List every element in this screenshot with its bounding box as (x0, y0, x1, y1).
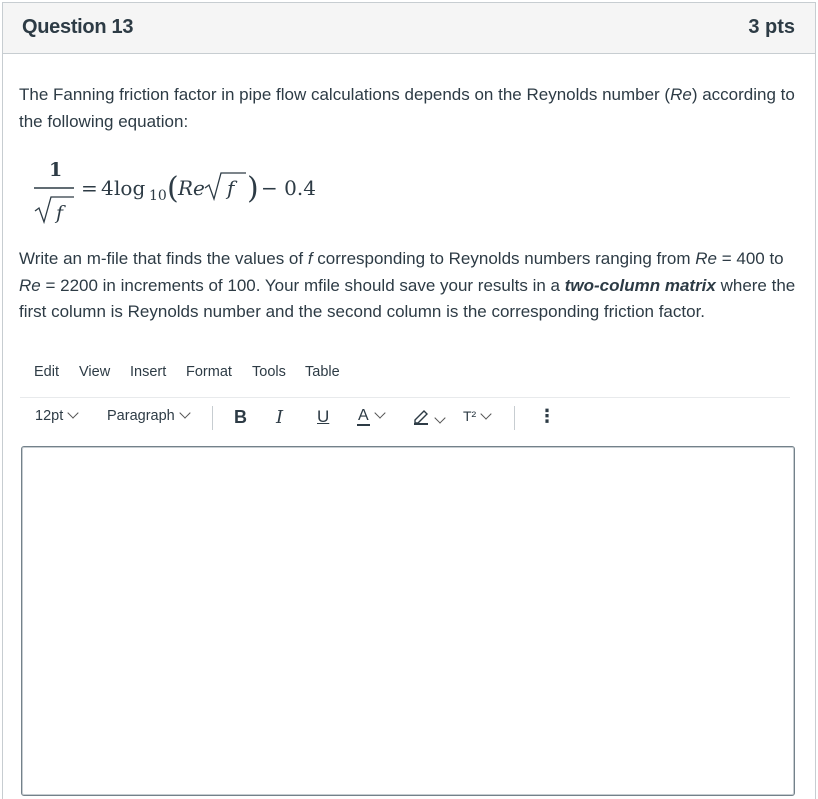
more-options-icon[interactable]: ⋮ (538, 406, 556, 426)
highlight-color-button[interactable] (412, 407, 444, 429)
question-intro: The Fanning friction factor in pipe flow calculations depends on the Reynolds number (Re) according to the following equation: (19, 85, 795, 131)
eq-coefficient: 4 (101, 176, 114, 200)
highlighter-icon (412, 407, 430, 425)
text-color-button[interactable] (357, 407, 384, 425)
superscript-button[interactable]: T² (463, 408, 490, 424)
eq-radicand: f (227, 176, 235, 200)
chevron-down-icon (434, 412, 445, 423)
editor-toolbar (20, 397, 790, 438)
menu-format[interactable]: Format (186, 364, 232, 380)
question-instructions: Write an m-file that finds the values of f corresponding to Reynolds numbers ranging from Re = 400 to Re = 2200 in increments of 100. Your mfile should save your results in a two-column matrix where the first column is Reynolds number and the second column is the corresponding friction factor. (19, 249, 796, 321)
menu-tools[interactable]: Tools (252, 364, 286, 380)
eq-radical (205, 173, 246, 199)
eq-log: log (114, 176, 146, 200)
block-format-dropdown[interactable]: Paragraph (107, 408, 189, 424)
chevron-down-icon (374, 407, 385, 418)
menu-edit[interactable]: Edit (34, 364, 59, 380)
eq-log-base: 10 (149, 188, 167, 204)
font-size-dropdown[interactable]: 12pt (35, 408, 77, 424)
eq-equals: = (81, 176, 98, 200)
answer-editor[interactable] (21, 446, 795, 796)
fanning-equation (28, 152, 328, 232)
chevron-down-icon (68, 407, 79, 418)
eq-lhs-radicand: f (56, 202, 64, 224)
underline-button[interactable]: U (317, 407, 330, 426)
eq-re: Re (178, 176, 205, 200)
menu-table[interactable]: Table (305, 364, 340, 380)
eq-tail: − 0.4 (261, 176, 316, 200)
question-points: 3 pts (748, 16, 795, 38)
eq-numerator: 1 (49, 159, 63, 181)
eq-open-paren: ( (167, 171, 179, 206)
menu-view[interactable]: View (79, 364, 111, 380)
text-color-icon: A (358, 407, 369, 424)
question-title: Question 13 (22, 16, 134, 38)
italic-button[interactable]: I (276, 407, 284, 428)
eq-lhs-radical (35, 197, 74, 222)
chevron-down-icon (179, 407, 190, 418)
question-header (3, 3, 815, 54)
toolbar-separator (212, 406, 213, 430)
chevron-down-icon (481, 408, 492, 419)
toolbar-separator (514, 406, 515, 430)
menu-insert[interactable]: Insert (130, 364, 167, 380)
bold-button[interactable]: B (234, 407, 247, 427)
eq-close-paren: ) (247, 171, 259, 206)
